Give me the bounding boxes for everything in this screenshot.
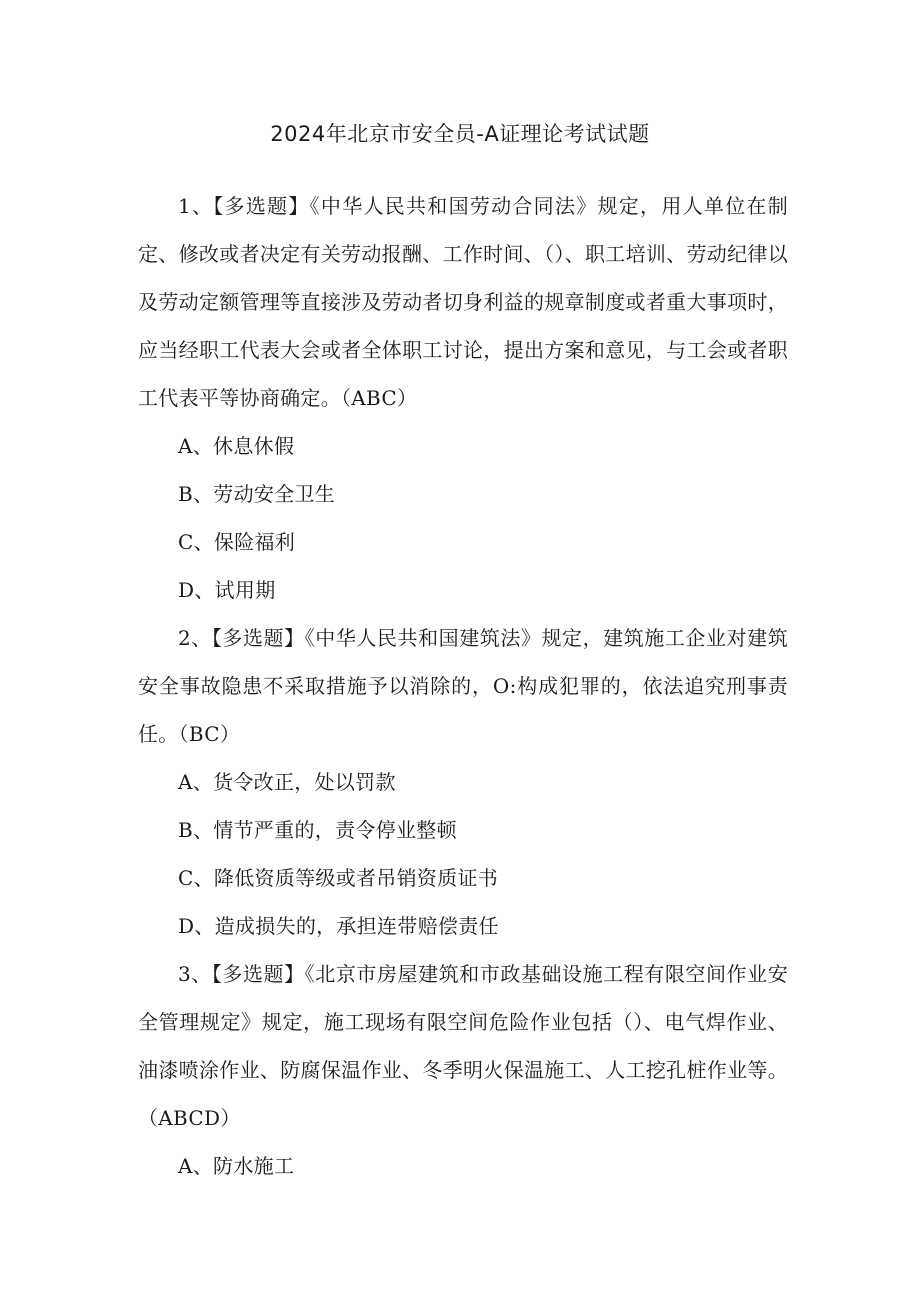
question-1-option-d: D、试用期 — [178, 578, 276, 602]
question-1-option-a: A、休息休假 — [178, 434, 295, 458]
question-3-text: 3、【多选题】《北京市房屋建筑和市政基础设施工程有限空间作业安全管理规定》规定，施工现场有限空间危险作业包括（）、电气焊作业、油漆喷涂作业、防腐保温作业、冬季明火保温施工、人工挖孔桩作业等。（ABCD） — [138, 962, 788, 1130]
question-2-option-c: C、降低资质等级或者吊销资质证书 — [178, 866, 499, 890]
question-1-option-b: B、劳动安全卫生 — [178, 482, 336, 506]
question-2-option-a: A、货令改正，处以罚款 — [178, 770, 396, 794]
question-2-text: 2、【多选题】《中华人民共和国建筑法》规定，建筑施工企业对建筑安全事故隐患不采取措施予以消除的，O:构成犯罪的，依法追究刑事责任。（BC） — [138, 626, 788, 746]
question-1-text: 1、【多选题】《中华人民共和国劳动合同法》规定，用人单位在制定、修改或者决定有关劳动报酬、工作时间、（）、职工培训、劳动纪律以及劳动定额管理等直接涉及劳动者切身利益的规章制度或者重大事项时，应当经职工代表大会或者全体职工讨论，提出方案和意见，与工会或者职工代表平等协商确定。（ABC） — [138, 194, 788, 410]
question-2-option-d: D、造成损失的，承担连带赔偿责任 — [178, 914, 499, 938]
document-body — [138, 182, 788, 1190]
question-3-option-a: A、防水施工 — [178, 1154, 295, 1178]
document-title: 2024年北京市安全员-A证理论考试试题 — [270, 122, 650, 146]
question-1-option-c: C、保险福利 — [178, 530, 296, 554]
question-2-option-b: B、情节严重的，责令停业整顿 — [178, 818, 457, 842]
